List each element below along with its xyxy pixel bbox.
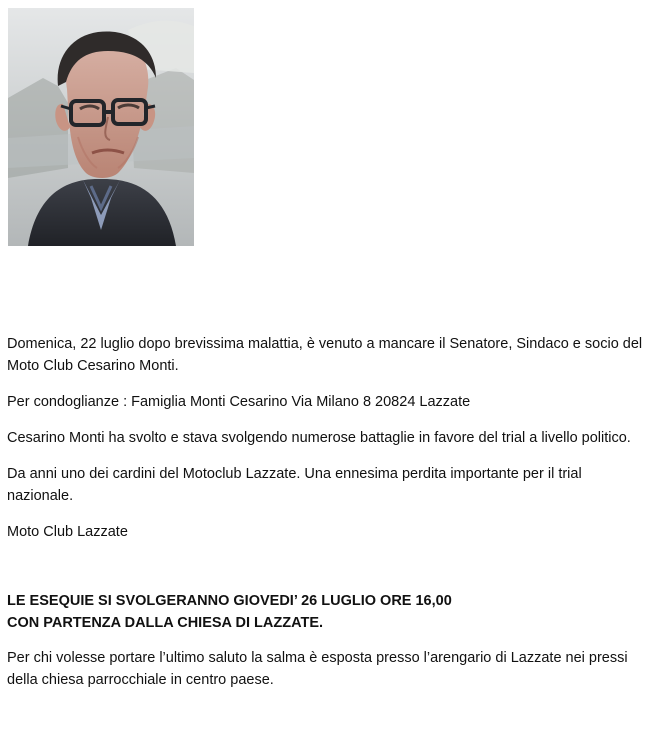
paragraph-farewell-location	[7, 647, 657, 691]
paragraph-political-battles: Cesarino Monti ha svolto e stava svolgendo numerose battaglie in favore del trial a livello politico.	[7, 430, 631, 446]
paragraph-passing-notice-line-1: Domenica, 22 luglio dopo brevissima malattia, è venuto a mancare il Senatore, Sindaco e socio del	[7, 336, 643, 352]
paragraph-condolences: Per condoglianze : Famiglia Monti Cesarino Via Milano 8 20824 Lazzate	[7, 394, 471, 410]
funeral-announcement-line-2: CON PARTENZA DALLA CHIESA DI LAZZATE.	[7, 615, 324, 631]
paragraph-club-role-line-1: Da anni uno dei cardini del Motoclub Lazzate. Una ennesima perdita importante per il trial	[7, 466, 582, 482]
paragraph-farewell-location-line-2: della chiesa parrocchiale in centro paese.	[7, 672, 274, 688]
announcement-text	[7, 333, 657, 691]
paragraph-farewell-location-line-1: Per chi volesse portare l’ultimo saluto la salma è esposta presso l’arengario di Lazzate nei pressi	[7, 650, 628, 666]
paragraph-passing-notice-line-2: Moto Club Cesarino Monti.	[7, 358, 179, 374]
funeral-announcement	[7, 590, 657, 634]
portrait-photo	[8, 8, 194, 246]
paragraph-club-role-line-2: nazionale.	[7, 488, 74, 504]
portrait-photo-icon	[8, 8, 194, 246]
signature-moto-club: Moto Club Lazzate	[7, 524, 128, 540]
funeral-announcement-line-1: LE ESEQUIE SI SVOLGERANNO GIOVEDI’ 26 LUGLIO ORE 16,00	[7, 593, 452, 609]
paragraph-club-role	[7, 463, 657, 507]
paragraph-passing-notice	[7, 333, 657, 377]
